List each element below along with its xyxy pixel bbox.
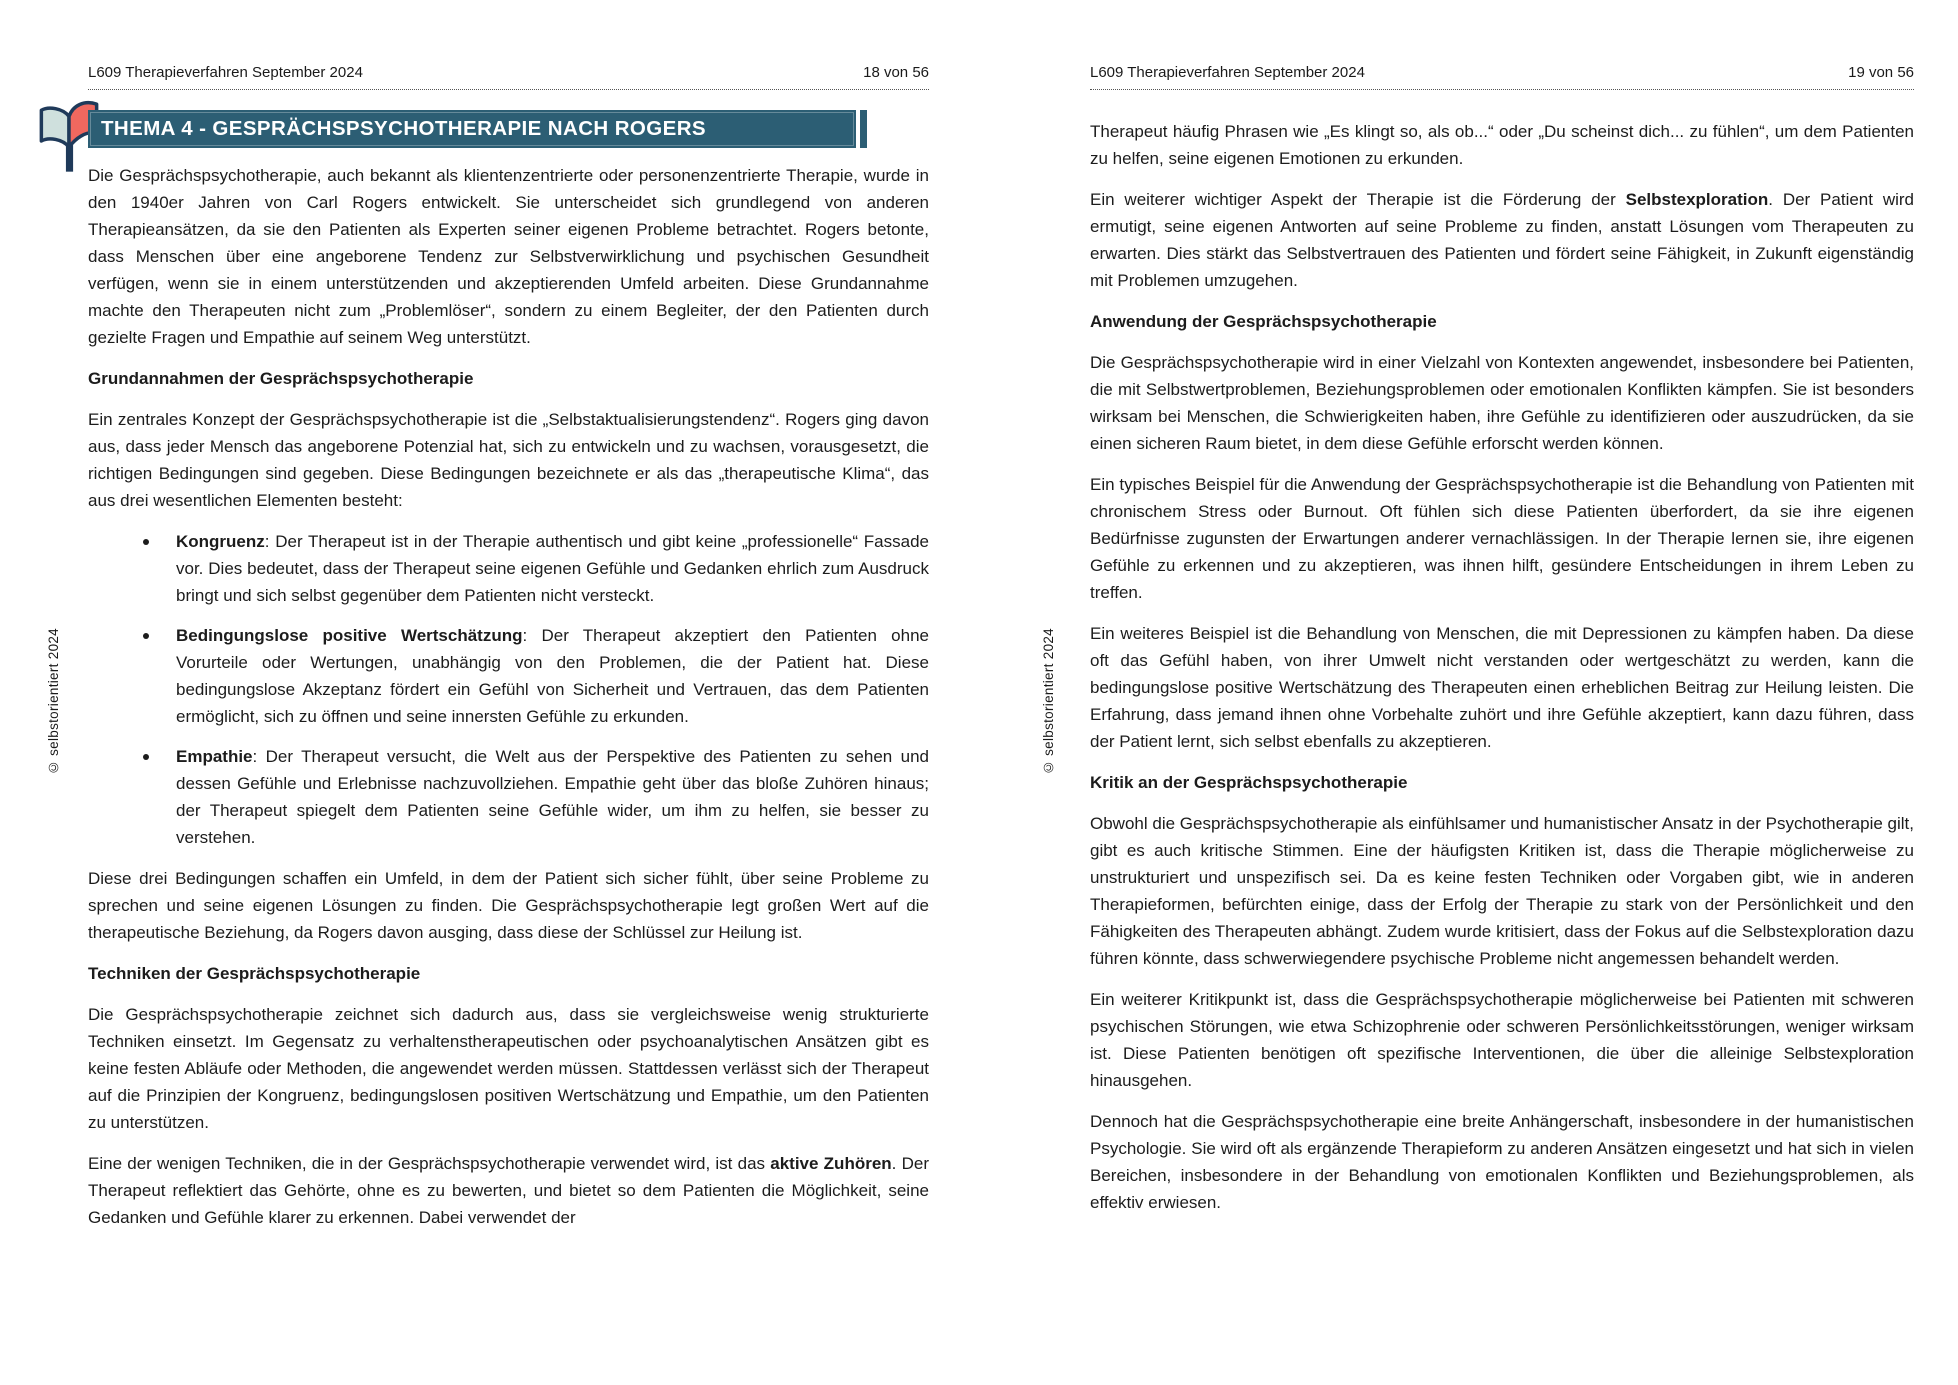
bold-text: Bedingungslose positive Wertschätzung <box>176 626 523 645</box>
text-segment: Obwohl die Gesprächspsychotherapie als einfühlsamer und humanistischer Ansatz in der Psychotherapie gilt, gibt es auch kritische Stimmen. Eine der häufigsten Kritiken ist, dass die Therapie möglicherweise zu unstrukturiert und unspezifisch sei. Da es keine festen Techniken oder Vorgaben gibt, wie in anderen Therapieformen, befürchten einige, dass der Erfolg der Therapie zu stark von der Persönlichkeit und den Fähigkeiten des Therapeuten abhängt. Zudem wurde kritisiert, dass der Fokus auf die Selbstexploration dazu führen könnte, dass schwerwiegendere psychische Probleme nicht angemessen behandelt werden. <box>1090 814 1915 968</box>
bold-text: Kongruenz <box>176 532 265 551</box>
page-number: 18 von 56 <box>863 64 929 81</box>
section-heading: Grundannahmen der Gesprächspsychotherapie <box>88 369 474 388</box>
page-header <box>88 64 929 90</box>
list-item <box>88 743 929 851</box>
topic-banner-title: THEMA 4 - GESPRÄCHSPSYCHOTHERAPIE NACH ROGERS <box>101 117 706 140</box>
bold-text: Selbstexploration <box>1625 190 1769 209</box>
text-segment: Eine der wenigen Techniken, die in der Gesprächspsychotherapie verwendet wird, ist das <box>88 1154 771 1173</box>
text-segment: Diese drei Bedingungen schaffen ein Umfeld, in dem der Patient sich sicher fühlt, über seine Probleme zu sprechen und seine eigenen Lösungen zu finden. Die Gesprächspsychotherapie legt großen Wert auf die therapeutische Beziehung, da Rogers davon ausging, dass diese der Schlüssel zur Heilung ist. <box>88 869 929 942</box>
copyright-side-note: © selbstorientiert 2024 <box>46 628 61 776</box>
text-segment: : Der Therapeut akzeptiert den Patienten ohne Vorurteile oder Wertungen, unabhängig von den Problemen, die der Patient hat. Diese bedingungslose Akzeptanz fördert ein Gefühl von Sicherheit und Vertrauen, das dem Patienten ermöglicht, sich zu öffnen und seine innersten Gefühle zu erkunden. <box>176 626 929 726</box>
paragraph <box>88 406 929 514</box>
paragraph <box>1090 620 1914 755</box>
paragraph <box>1090 986 1914 1094</box>
page-content <box>1090 118 1914 1216</box>
text-segment: Ein weiteres Beispiel ist die Behandlung von Menschen, die mit Depressionen zu kämpfen haben. Da diese oft das Gefühl haben, von ihrer Umwelt nicht verstanden oder wertgeschätzt zu werden, kann die bedingungslose positive Wertschätzung des Therapeuten einen erheblichen Beitrag zur Heilung leisten. Die Erfahrung, dass jemand ihnen ohne Vorbehalte zuhört und ihre Gefühle akzeptiert, kann dazu führen, dass der Patient lernt, sich selbst ebenfalls zu akzeptieren. <box>1090 624 1914 751</box>
banner-end-cap <box>860 110 867 148</box>
text-segment: Ein weiterer Kritikpunkt ist, dass die Gesprächspsychotherapie möglicherweise bei Patienten mit schweren psychischen Störungen, wie etwa Schizophrenie oder schweren Persönlichkeitsstörungen, weniger wirksam ist. Diese Patienten benötigen oft spezifische Interventionen, die über die alleinige Selbstexploration hinausgehen. <box>1090 990 1914 1090</box>
text-segment: Ein weiterer wichtiger Aspekt der Therapie ist die Förderung der <box>1090 190 1626 209</box>
text-segment: : Der Therapeut ist in der Therapie authentisch und gibt keine „professionelle“ Fassade vor. Dies bedeutet, dass der Therapeut seine eigenen Gefühle und Gedanken ehrlich zum Ausdruck bringt und sich selbst gegenüber dem Patienten nicht versteckt. <box>176 532 929 605</box>
text-segment: Die Gesprächspsychotherapie wird in einer Vielzahl von Kontexten angewendet, insbesondere bei Patienten, die mit Selbstwertproblemen, Beziehungsproblemen oder emotionalen Konflikten kämpfen. Sie ist besonders wirksam bei Menschen, die Schwierigkeiten haben, ihre Gefühle zu identifizieren oder auszudrücken, da sie einen sicheren Raum bietet, in dem diese Gefühle erforscht werden können. <box>1090 353 1914 453</box>
page-number: 19 von 56 <box>1848 64 1914 81</box>
paragraph <box>1090 1108 1914 1216</box>
text-segment: . Der Therapeut reflektiert das Gehörte, ohne es zu bewerten, und bietet so dem Patienten die Möglichkeit, seine Gedanken und Gefühle klarer zu erkennen. Dabei verwendet der <box>88 1154 930 1227</box>
topic-banner-row <box>88 110 929 148</box>
section-heading: Anwendung der Gesprächspsychotherapie <box>1090 312 1437 331</box>
text-segment: . Der Patient wird ermutigt, seine eigenen Antworten auf seine Probleme zu finden, anstatt Lösungen vom Therapeuten zu erwarten. Dies stärkt das Selbstvertrauen des Patienten und fördert seine Fähigkeit, in Zukunft eigenständig mit Problemen umzugehen. <box>1090 190 1914 290</box>
paragraph <box>1090 118 1914 172</box>
paragraph <box>1090 349 1914 457</box>
header-doc-title: L609 Therapieverfahren September 2024 <box>88 64 363 81</box>
text-segment: Die Gesprächspsychotherapie, auch bekannt als klientenzentrierte oder personenzentrierte Therapie, wurde in den 1940er Jahren von Carl Rogers entwickelt. Sie unterscheidet sich grundlegend von anderen Therapieansätzen, da sie den Patienten als Experten seiner eigenen Probleme betrachtet. Rogers betonte, dass Menschen über eine angeborene Tendenz zur Selbstverwirklichung und psychischen Gesundheit verfügen, wenn sie in einem unterstützenden und akzeptierenden Umfeld arbeiten. Diese Grundannahme machte den Therapeuten nicht zum „Problemlöser“, sondern zu einem Begleiter, der den Patienten durch gezielte Fragen und Empathie auf seinem Weg unterstützt. <box>88 166 929 347</box>
text-segment: Therapeut häufig Phrasen wie „Es klingt so, als ob...“ oder „Du scheinst dich... zu fühlen“, um dem Patienten zu helfen, seine eigenen Emotionen zu erkunden. <box>1090 122 1914 168</box>
paragraph <box>88 1150 929 1231</box>
paragraph <box>1090 810 1914 972</box>
list-item <box>88 622 929 730</box>
paragraph <box>1090 186 1914 294</box>
bold-text: Empathie <box>176 747 253 766</box>
text-segment: Die Gesprächspsychotherapie zeichnet sich dadurch aus, dass sie vergleichsweise wenig strukturierte Techniken einsetzt. Im Gegensatz zu verhaltenstherapeutischen oder psychoanalytischen Ansätzen gibt es keine festen Abläufe oder Methoden, die angewendet werden müssen. Stattdessen verlässt sich der Therapeut auf die Prinzipien der Kongruenz, bedingungslosen positiven Wertschätzung und Empathie, um den Patienten zu unterstützen. <box>88 1005 929 1132</box>
text-segment: Ein zentrales Konzept der Gesprächspsychotherapie ist die „Selbstaktualisierungstendenz“. Rogers ging davon aus, dass jeder Mensch das angeborene Potenzial hat, sich zu entwickeln und zu wachsen, vorausgesetzt, die richtigen Bedingungen sind gegeben. Diese Bedingungen bezeichnete er als das „therapeutische Klima“, das aus drei wesentlichen Elementen besteht: <box>88 410 929 510</box>
paragraph <box>88 1001 929 1136</box>
section-heading: Kritik an der Gesprächspsychotherapie <box>1090 773 1408 792</box>
copyright-side-note: © selbstorientiert 2024 <box>1041 628 1056 776</box>
topic-banner <box>88 110 856 148</box>
paragraph <box>88 865 929 946</box>
section-heading: Techniken der Gesprächspsychotherapie <box>88 964 421 983</box>
page-right <box>979 0 1958 1385</box>
paragraph <box>88 162 929 351</box>
page-content <box>88 162 929 1231</box>
header-doc-title: L609 Therapieverfahren September 2024 <box>1090 64 1365 81</box>
page-header <box>1090 64 1914 90</box>
text-segment: : Der Therapeut versucht, die Welt aus der Perspektive des Patienten zu sehen und dessen Gefühle und Erlebnisse nachzuvollziehen. Empathie geht über das bloße Zuhören hinaus; der Therapeut spiegelt dem Patienten seine Gefühle wider, um ihm zu helfen, sie besser zu verstehen. <box>176 747 929 847</box>
paragraph <box>1090 471 1914 606</box>
bullet-list <box>88 528 929 851</box>
text-segment: Ein typisches Beispiel für die Anwendung der Gesprächspsychotherapie ist die Behandlung von Patienten mit chronischem Stress oder Burnout. Oft fühlen sich diese Patienten überfordert, da sie ihre eigenen Bedürfnisse zugunsten der Erwartungen anderer vernachlässigen. In der Therapie lernen sie, ihre eigenen Gefühle zu erkennen und zu akzeptieren, was ihnen hilft, gesündere Entscheidungen in ihrem Leben zu treffen. <box>1090 475 1914 602</box>
text-segment: Dennoch hat die Gesprächspsychotherapie eine breite Anhängerschaft, insbesondere in der humanistischen Psychologie. Sie wird oft als ergänzende Therapieform zu anderen Ansätzen eingesetzt und hat sich in vielen Bereichen, insbesondere in der Behandlung von emotionalen Konflikten und Beziehungsproblemen, als effektiv erwiesen. <box>1090 1112 1914 1212</box>
bold-text: aktive Zuhören <box>770 1154 892 1173</box>
list-item <box>88 528 929 609</box>
